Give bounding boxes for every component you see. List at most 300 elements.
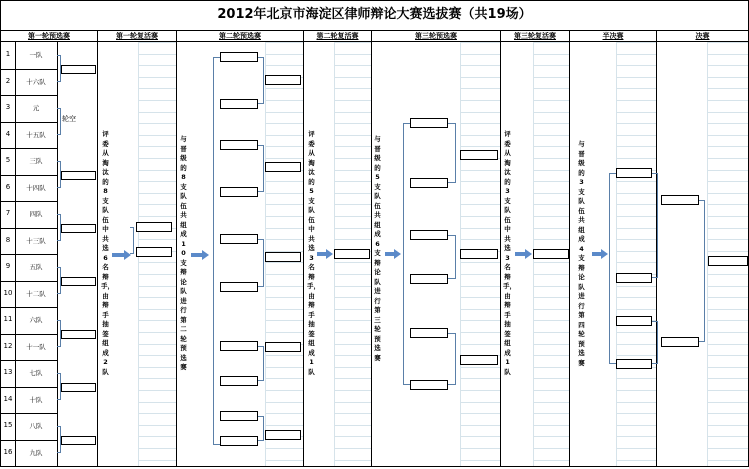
grid-row-line bbox=[707, 297, 748, 298]
team-row-divider bbox=[1, 281, 57, 282]
grid-row-line bbox=[533, 413, 569, 414]
grid-row-line bbox=[265, 413, 303, 414]
grid-row-line bbox=[616, 146, 656, 147]
grid-row-line bbox=[138, 216, 176, 217]
grid-row-line bbox=[265, 204, 303, 205]
grid-row-line bbox=[707, 390, 748, 391]
grid-row-line bbox=[616, 239, 656, 240]
r2-pair-bracket bbox=[258, 145, 264, 192]
grid-row-line bbox=[460, 297, 500, 298]
grid-row-line bbox=[138, 262, 176, 263]
grid-row-line bbox=[265, 54, 303, 55]
r1-winner-box bbox=[61, 277, 96, 286]
grid-row-line bbox=[138, 309, 176, 310]
grid-row-line bbox=[265, 123, 303, 124]
bye-label: 轮空 bbox=[62, 115, 76, 123]
grid-row-line bbox=[707, 367, 748, 368]
team-row-divider bbox=[1, 69, 57, 70]
grid-row-line bbox=[138, 448, 176, 449]
grid-row-line bbox=[138, 367, 176, 368]
grid-row-line bbox=[334, 390, 371, 391]
grid-row-line bbox=[707, 309, 748, 310]
r3-pair-bracket bbox=[448, 235, 456, 279]
grid-row-line bbox=[265, 262, 303, 263]
r2-winner-box bbox=[265, 75, 301, 85]
team-name: 八队 bbox=[29, 422, 43, 430]
grid-row-line bbox=[616, 390, 656, 391]
team-number: 11 bbox=[3, 315, 13, 323]
r3-winner-box bbox=[460, 150, 498, 160]
team-row-divider bbox=[1, 334, 57, 335]
grid-row-line bbox=[707, 320, 748, 321]
grid-row-line bbox=[616, 460, 656, 461]
r1-winner-box bbox=[61, 383, 96, 392]
grid-row-line bbox=[138, 54, 176, 55]
grid-row-line bbox=[533, 460, 569, 461]
grid-row-line bbox=[707, 332, 748, 333]
grid-row-line bbox=[138, 88, 176, 89]
grid-row-line bbox=[533, 239, 569, 240]
grid-row-line bbox=[334, 170, 371, 171]
grid-row-line bbox=[265, 332, 303, 333]
grid-row-line bbox=[533, 146, 569, 147]
grid-row-line bbox=[265, 239, 303, 240]
bracket-r1 bbox=[57, 108, 61, 135]
header-semifinal: 半决赛 bbox=[602, 32, 624, 40]
grid-row-line bbox=[334, 135, 371, 136]
grid-row-line bbox=[334, 262, 371, 263]
grid-row-line bbox=[334, 228, 371, 229]
grid-row-line bbox=[460, 112, 500, 113]
col-divider bbox=[500, 30, 501, 467]
r2-pair-bracket bbox=[258, 57, 264, 104]
grid-row-line bbox=[334, 123, 371, 124]
grid-col-line bbox=[707, 42, 708, 466]
grid-row-line bbox=[460, 460, 500, 461]
grid-row-line bbox=[533, 367, 569, 368]
grid-row-line bbox=[460, 309, 500, 310]
team-number: 8 bbox=[5, 236, 11, 244]
r3-pair-bracket bbox=[448, 123, 456, 183]
grid-row-line bbox=[138, 42, 176, 43]
grid-row-line bbox=[707, 112, 748, 113]
r2-team-box bbox=[220, 411, 258, 421]
grid-row-line bbox=[334, 436, 371, 437]
grid-row-line bbox=[265, 88, 303, 89]
grid-row-line bbox=[138, 402, 176, 403]
r2-pair-bracket bbox=[258, 239, 264, 287]
grid-row-line bbox=[616, 436, 656, 437]
grid-row-line bbox=[460, 228, 500, 229]
grid-row-line bbox=[616, 193, 656, 194]
r2-pair-bracket bbox=[258, 346, 264, 381]
team-name: 十四队 bbox=[26, 184, 46, 192]
grid-row-line bbox=[533, 158, 569, 159]
team-row-divider bbox=[1, 122, 57, 123]
grid-row-line bbox=[334, 204, 371, 205]
team-name: 十队 bbox=[29, 396, 43, 404]
grid-row-line bbox=[460, 216, 500, 217]
grid-row-line bbox=[460, 88, 500, 89]
grid-row-line bbox=[138, 320, 176, 321]
revival2-box bbox=[334, 249, 370, 259]
grid-row-line bbox=[334, 378, 371, 379]
grid-row-line bbox=[138, 239, 176, 240]
grid-row-line bbox=[460, 146, 500, 147]
frame-bottom bbox=[0, 466, 749, 467]
grid-row-line bbox=[138, 100, 176, 101]
header-round2: 第二轮预选赛 bbox=[219, 32, 261, 40]
grid-row-line bbox=[707, 65, 748, 66]
grid-row-line bbox=[460, 123, 500, 124]
grid-row-line bbox=[334, 100, 371, 101]
grid-row-line bbox=[616, 228, 656, 229]
revival1-box bbox=[136, 247, 172, 257]
semi-winner-box bbox=[661, 195, 699, 205]
grid-row-line bbox=[138, 204, 176, 205]
team-row-divider bbox=[1, 466, 57, 467]
grid-row-line bbox=[138, 286, 176, 287]
grid-row-line bbox=[707, 448, 748, 449]
note-revival2: 评委从淘汰的5支队伍中共选3名辩手，由辩手抽签组成1队 bbox=[307, 130, 320, 376]
grid-row-line bbox=[334, 88, 371, 89]
grid-row-line bbox=[334, 65, 371, 66]
grid-row-line bbox=[265, 297, 303, 298]
grid-row-line bbox=[460, 320, 500, 321]
r3-left-bracket bbox=[403, 123, 410, 385]
grid-row-line bbox=[138, 355, 176, 356]
grid-row-line bbox=[460, 274, 500, 275]
grid-row-line bbox=[265, 309, 303, 310]
grid-row-line bbox=[533, 170, 569, 171]
grid-row-line bbox=[265, 112, 303, 113]
grid-row-line bbox=[533, 100, 569, 101]
semi-pair-bracket bbox=[652, 321, 658, 364]
grid-row-line bbox=[334, 320, 371, 321]
header-round3: 第三轮预选赛 bbox=[415, 32, 457, 40]
grid-row-line bbox=[707, 425, 748, 426]
grid-row-line bbox=[460, 413, 500, 414]
grid-row-line bbox=[334, 297, 371, 298]
grid-row-line bbox=[265, 42, 303, 43]
page-title: 2012年北京市海淀区律师辩论大赛选拔赛（共19场） bbox=[217, 7, 532, 22]
team-row-divider bbox=[1, 413, 57, 414]
grid-row-line bbox=[265, 158, 303, 159]
note-round2: 与晋级的8支队伍共组成10支辩论队进行第二轮预选赛 bbox=[180, 135, 187, 371]
team-name: 十六队 bbox=[26, 78, 46, 86]
team-row-divider bbox=[1, 95, 57, 96]
header-revival2: 第二轮复活赛 bbox=[316, 32, 359, 40]
grid-row-line bbox=[707, 88, 748, 89]
grid-row-line bbox=[616, 77, 656, 78]
grid-row-line bbox=[138, 297, 176, 298]
grid-row-line bbox=[616, 54, 656, 55]
grid-row-line bbox=[334, 367, 371, 368]
team-row-divider bbox=[1, 387, 57, 388]
grid-row-line bbox=[707, 123, 748, 124]
grid-row-line bbox=[334, 112, 371, 113]
grid-row-line bbox=[138, 181, 176, 182]
grid-row-line bbox=[533, 309, 569, 310]
team-name: 七队 bbox=[29, 369, 43, 377]
r2-team-box bbox=[220, 140, 258, 150]
grid-row-line bbox=[616, 286, 656, 287]
grid-row-line bbox=[533, 181, 569, 182]
grid-row-line bbox=[460, 286, 500, 287]
grid-row-line bbox=[334, 158, 371, 159]
frame-top bbox=[0, 0, 749, 1]
grid-row-line bbox=[533, 54, 569, 55]
r3-winner-box bbox=[460, 249, 498, 259]
team-name: 五队 bbox=[29, 263, 43, 271]
grid-row-line bbox=[334, 274, 371, 275]
grid-row-line bbox=[533, 390, 569, 391]
r3-team-box bbox=[410, 380, 448, 390]
grid-row-line bbox=[265, 286, 303, 287]
semi-left-bracket bbox=[609, 173, 616, 364]
grid-row-line bbox=[460, 42, 500, 43]
r3-team-box bbox=[410, 328, 448, 338]
r2-team-box bbox=[220, 52, 258, 62]
grid-row-line bbox=[460, 181, 500, 182]
grid-row-line bbox=[533, 448, 569, 449]
grid-row-line bbox=[460, 65, 500, 66]
r2-left-bracket bbox=[213, 57, 220, 445]
team-number: 6 bbox=[5, 183, 11, 191]
grid-row-line bbox=[616, 204, 656, 205]
grid-row-line bbox=[334, 344, 371, 345]
grid-row-line bbox=[616, 123, 656, 124]
grid-row-line bbox=[707, 402, 748, 403]
team-number: 7 bbox=[5, 209, 11, 217]
grid-row-line bbox=[707, 42, 748, 43]
grid-row-line bbox=[707, 228, 748, 229]
grid-row-line bbox=[707, 216, 748, 217]
team-name: 一队 bbox=[29, 51, 43, 59]
grid-row-line bbox=[265, 425, 303, 426]
r2-team-box bbox=[220, 436, 258, 446]
grid-row-line bbox=[460, 390, 500, 391]
r2-team-box bbox=[220, 376, 258, 386]
grid-row-line bbox=[533, 42, 569, 43]
grid-row-line bbox=[138, 436, 176, 437]
grid-row-line bbox=[138, 413, 176, 414]
grid-row-line bbox=[138, 77, 176, 78]
grid-row-line bbox=[334, 460, 371, 461]
r3-team-box bbox=[410, 118, 448, 128]
team-row-divider bbox=[1, 175, 57, 176]
grid-row-line bbox=[616, 262, 656, 263]
grid-row-line bbox=[707, 251, 748, 252]
grid-row-line bbox=[707, 460, 748, 461]
team-number: 15 bbox=[3, 421, 13, 429]
grid-row-line bbox=[616, 112, 656, 113]
grid-row-line bbox=[616, 402, 656, 403]
grid-row-line bbox=[334, 181, 371, 182]
grid-row-line bbox=[533, 135, 569, 136]
r3-winner-box bbox=[460, 355, 498, 365]
grid-row-line bbox=[460, 204, 500, 205]
grid-row-line bbox=[533, 193, 569, 194]
grid-row-line bbox=[707, 355, 748, 356]
r2-team-box bbox=[220, 99, 258, 109]
team-row-divider bbox=[1, 307, 57, 308]
grid-row-line bbox=[533, 112, 569, 113]
team-number: 16 bbox=[3, 448, 13, 456]
grid-row-line bbox=[533, 262, 569, 263]
grid-row-line bbox=[707, 170, 748, 171]
revival1-box bbox=[136, 222, 172, 232]
grid-row-line bbox=[334, 402, 371, 403]
grid-row-line bbox=[533, 402, 569, 403]
grid-row-line bbox=[616, 332, 656, 333]
r2-winner-box bbox=[265, 430, 301, 440]
grid-row-line bbox=[138, 135, 176, 136]
r2-winner-box bbox=[265, 162, 301, 172]
grid-row-line bbox=[533, 274, 569, 275]
team-number: 13 bbox=[3, 368, 13, 376]
grid-row-line bbox=[533, 88, 569, 89]
final-bracket bbox=[699, 200, 705, 342]
grid-row-line bbox=[460, 367, 500, 368]
note-round3: 与晋级的5支队伍共组成6支辩论队进行第三轮预选赛 bbox=[374, 135, 381, 362]
semi-pair-bracket bbox=[652, 173, 658, 278]
grid-row-line bbox=[265, 65, 303, 66]
grid-row-line bbox=[533, 297, 569, 298]
grid-row-line bbox=[334, 448, 371, 449]
header-revival3: 第三轮复活赛 bbox=[514, 32, 556, 40]
grid-row-line bbox=[533, 436, 569, 437]
grid-row-line bbox=[265, 460, 303, 461]
grid-row-line bbox=[265, 100, 303, 101]
grid-row-line bbox=[334, 332, 371, 333]
final-box bbox=[708, 256, 748, 266]
grid-row-line bbox=[265, 390, 303, 391]
r3-team-box bbox=[410, 230, 448, 240]
team-number: 2 bbox=[5, 77, 11, 85]
r1-winner-box bbox=[61, 65, 96, 74]
team-name: 十一队 bbox=[26, 343, 46, 351]
grid-row-line bbox=[533, 204, 569, 205]
grid-row-line bbox=[460, 239, 500, 240]
grid-row-line bbox=[265, 274, 303, 275]
revival3-box bbox=[533, 249, 569, 259]
grid-row-line bbox=[265, 367, 303, 368]
team-number: 4 bbox=[5, 130, 11, 138]
grid-row-line bbox=[265, 146, 303, 147]
grid-row-line bbox=[460, 378, 500, 379]
r1-winner-box bbox=[61, 330, 96, 339]
grid-row-line bbox=[334, 286, 371, 287]
team-name: 六队 bbox=[29, 316, 43, 324]
grid-row-line bbox=[533, 332, 569, 333]
grid-row-line bbox=[707, 100, 748, 101]
grid-row-line bbox=[533, 344, 569, 345]
grid-row-line bbox=[707, 77, 748, 78]
grid-row-line bbox=[138, 378, 176, 379]
grid-row-line bbox=[707, 413, 748, 414]
team-name: 四队 bbox=[29, 210, 43, 218]
grid-row-line bbox=[533, 286, 569, 287]
grid-row-line bbox=[334, 54, 371, 55]
col-divider bbox=[97, 30, 98, 467]
grid-row-line bbox=[265, 320, 303, 321]
grid-row-line bbox=[533, 425, 569, 426]
grid-row-line bbox=[265, 216, 303, 217]
grid-row-line bbox=[460, 344, 500, 345]
grid-row-line bbox=[616, 216, 656, 217]
col-divider bbox=[303, 30, 304, 467]
grid-row-line bbox=[533, 65, 569, 66]
grid-row-line bbox=[334, 216, 371, 217]
team-number: 12 bbox=[3, 342, 13, 350]
note-revival1: 评委从淘汰的8支队伍中共选6名辩手，由辩手抽签组成2队 bbox=[101, 130, 114, 376]
grid-row-line bbox=[460, 262, 500, 263]
grid-row-line bbox=[616, 88, 656, 89]
grid-row-line bbox=[138, 274, 176, 275]
grid-row-line bbox=[707, 158, 748, 159]
grid-row-line bbox=[707, 193, 748, 194]
header-final: 决赛 bbox=[695, 32, 710, 40]
team-row-divider bbox=[1, 254, 57, 255]
grid-row-line bbox=[460, 77, 500, 78]
r3-team-box bbox=[410, 178, 448, 188]
note-semifinal: 与晋级的3支队伍共组成4支辩论队进行第四轮预选赛 bbox=[578, 140, 585, 367]
team-row-divider bbox=[1, 228, 57, 229]
grid-row-line bbox=[616, 344, 656, 345]
grid-row-line bbox=[460, 193, 500, 194]
grid-row-line bbox=[460, 448, 500, 449]
team-name: 十三队 bbox=[26, 237, 46, 245]
grid-row-line bbox=[334, 355, 371, 356]
r2-winner-box bbox=[265, 252, 301, 262]
grid-row-line bbox=[533, 123, 569, 124]
grid-row-line bbox=[707, 286, 748, 287]
r1-winner-box bbox=[61, 224, 96, 233]
grid-row-line bbox=[616, 413, 656, 414]
grid-row-line bbox=[616, 158, 656, 159]
grid-row-line bbox=[533, 228, 569, 229]
grid-row-line bbox=[616, 309, 656, 310]
grid-row-line bbox=[138, 460, 176, 461]
grid-row-line bbox=[334, 42, 371, 43]
grid-row-line bbox=[616, 42, 656, 43]
r2-team-box bbox=[220, 282, 258, 292]
grid-row-line bbox=[707, 204, 748, 205]
grid-row-line bbox=[138, 344, 176, 345]
grid-row-line bbox=[707, 146, 748, 147]
note-revival3: 评委从淘汰的3支队伍中共选3名辩手，由辩手抽签组成1队 bbox=[503, 130, 516, 376]
team-num-divider bbox=[15, 42, 16, 466]
grid-row-line bbox=[460, 332, 500, 333]
grid-row-line bbox=[707, 239, 748, 240]
grid-row-line bbox=[334, 77, 371, 78]
grid-row-line bbox=[138, 158, 176, 159]
team-row-divider bbox=[1, 201, 57, 202]
grid-row-line bbox=[265, 448, 303, 449]
team-number: 10 bbox=[3, 289, 13, 297]
r2-team-box bbox=[220, 234, 258, 244]
grid-row-line bbox=[533, 320, 569, 321]
r2-team-box bbox=[220, 341, 258, 351]
team-col-divider bbox=[57, 42, 58, 466]
grid-row-line bbox=[616, 135, 656, 136]
grid-row-line bbox=[533, 378, 569, 379]
grid-row-line bbox=[533, 77, 569, 78]
header-round1: 第一轮预选赛 bbox=[28, 32, 70, 40]
header-revival1: 第一轮复活赛 bbox=[116, 32, 158, 40]
grid-row-line bbox=[460, 100, 500, 101]
